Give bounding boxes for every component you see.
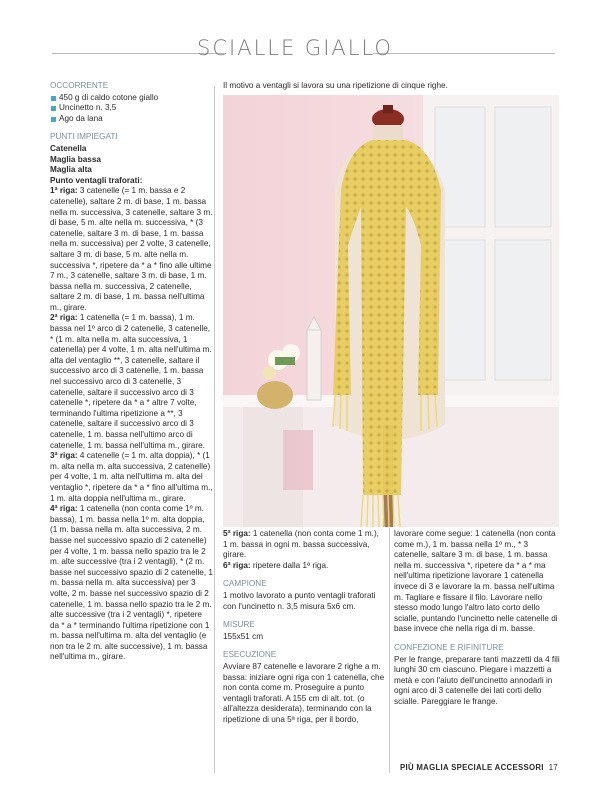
row-label: 4ª riga: [50, 504, 78, 514]
stitch-name: Maglia bassa [50, 154, 101, 164]
row-4-instructions [50, 504, 213, 663]
row-2-instructions [50, 313, 213, 451]
column-divider [389, 528, 390, 773]
confezione-text: Per le frange, preparare tanti mazzetti da 4 fili lunghi 30 cm ciascuno. Piegare i mazzetti a metà e con l'aiuto dell'uncinetto annodarli in ogni arco di 3 catenelle dei lati corti dello scialle. Pareggiare le frange. [394, 654, 560, 706]
row-1-instructions [50, 186, 213, 313]
stitch-name: Catenella [50, 143, 87, 153]
column-right [394, 529, 560, 708]
stitch-name: Maglia alta [50, 165, 92, 175]
stitch-name: Punto ventagli traforati: [50, 175, 143, 185]
page-footer [400, 763, 558, 772]
material-item: Ago da lana [50, 114, 213, 125]
row-text: ripetere dalla 1ª riga. [250, 560, 329, 570]
row-text: 1 catenella (non conta come 1 m.), 1 m. bassa in ogni m. bassa successiva, girare. [223, 529, 379, 560]
campione-heading: CAMPIONE [223, 579, 267, 589]
page-number: 17 [548, 763, 558, 772]
occorrente-heading: OCCORRENTE [50, 81, 109, 90]
column-middle [223, 529, 385, 726]
row-5-instructions [223, 529, 385, 561]
esecuzione-text: Avviare 87 catenelle e lavorare 2 righe a m. bassa: iniziare ogni riga con 1 catenella, che non conta come m. Proseguire a punto ventagli traforati. A 155 cm di alt. tot. (o all'altezza desiderata), terminando con la ripetizione di una 5ª riga, per il bordo, [223, 661, 385, 724]
shawl-on-mannequin-illustration [223, 95, 559, 527]
esecuzione-heading: ESECUZIONE [223, 650, 277, 660]
shawl-photo [223, 95, 559, 527]
row-label: 3ª riga: [50, 451, 78, 461]
row-label: 5ª riga: [223, 529, 251, 538]
row-text: 3 catenelle (= 1 m. bassa e 2 catenelle), saltare 2 m. di base, 1 m. bassa nella m. successiva, 3 catenelle, saltare 3 m. di base, 5 m. alte nella m. successiva, * (3 catenelle, saltare 3 m. di base, 1 m. bassa nella m. successiva) per 2 volte, 3 catenelle, saltare 3 m. di base, 5 m. alte nella m. successiva *, ripetere da * a * fino alle ultime 7 m., 3 catenelle, saltare 3 m. di base, 1 m. bassa nella m. successiva, 2 catenelle, saltare 2 m. di base, 1 m. bassa nell'ultima m., girare. [50, 186, 213, 312]
row-label: 1ª riga: [50, 186, 78, 196]
misure-text: 155x51 cm [223, 631, 264, 641]
page-title: SCIALLE GIALLO [197, 36, 393, 60]
bordo-text: lavorare come segue: 1 catenella (non conta come m.), 1 m. bassa nella 1º m., * 3 catenelle, saltare 3 m. di base, 1 m. bassa nella m. successiva *, ripetere da * a * ma nell'ultima ripetizione lavorare 1 catenella invece di 3 e lavorare la m. bassa nell'ultima m. Tagliare e fissare il filo. Lavorare nello stesso modo lungo l'altro lato corto dello scialle, puntando l'uncinetto nelle catenelle di base invece che nella riga di m. basse. [394, 529, 558, 634]
row-text: 1 catenella (= 1 m. bassa), 1 m. bassa nel 1º arco di 2 catenelle, 3 catenelle, * (1 m. alta nella m. alta successiva, 1 catenella) per 4 volte, 1 m. alta nell'ultima m. alta del ventaglio **, 3 catenelle, saltare il successivo arco di 3 catenelle, 1 m. bassa nel successivo arco di 3 catenelle, 3 catenelle, saltare il successivo arco di 3 catenelle *, ripetere da * a * altre 7 volte, terminando l'ultima ripetizione a **, 3 catenelle, saltare il successivo arco di 3 catenelle, 1 m. bassa nell'ultimo arco di catenelle, 1 m. bassa nell'ultima m., girare. [50, 313, 212, 450]
campione-text: 1 motivo lavorato a punto ventagli traforati con l'uncinetto n. 3,5 misura 5x6 cm. [223, 590, 376, 611]
column-left [50, 81, 213, 663]
punti-heading: PUNTI IMPIEGATI [50, 132, 118, 142]
column-divider [214, 86, 215, 773]
row-text: 4 catenelle (= 1 m. alta doppia), * (1 m. alta nella m. alta successiva, 2 catenelle) per 4 volte, 1 m. alta nell'ultima m. alta del ventaglio *, ripetere da * a * fino all'ultima m., 1 m. alta doppia nell'ultima m., girare. [50, 451, 213, 503]
confezione-heading: CONFEZIONE E RIFINITURE [394, 642, 504, 652]
row-6-instructions [223, 561, 385, 572]
material-item: 450 g di caldo cotone giallo [50, 93, 213, 104]
row-3-instructions [50, 451, 213, 504]
magazine-name: PIÙ MAGLIA SPECIALE ACCESSORI [400, 763, 544, 772]
intro-text: Il motivo a ventagli si lavora su una ripetizione di cinque righe. [223, 81, 448, 90]
misure-heading: MISURE [223, 620, 255, 630]
row-text: 1 catenella (non conta come 1º m. bassa), 1 m. bassa nella 1º m. alta doppia, (1 m. bassa nella m. alta successiva, 2 m. basse nel successivo spazio di 2 catenelle) per 4 volte, 1 m. bassa nello spazio tra le 2 m. alte successive (tra i 2 ventagli), * (2 m. basse nel successivo spazio di 2 catenelle, 1 m. bassa nella m. alta successiva) per 3 volte, 2 m. basse nel successivo spazio di 2 catenelle, 1 m. bassa nello spazio tra le 2 m. alte successive (tra i 2 ventagli) *, ripetere da * a * terminando l'ultima ripetizione con 1 m. bassa nell'ultima m. alta del ventaglio (e non tra le 2 m. alte successive), 1 m. bassa nell'ultima m., girare. [50, 504, 213, 662]
row-label: 6ª riga: [223, 560, 251, 570]
materials-list [50, 93, 213, 125]
material-item: Uncinetto n. 3,5 [50, 103, 213, 114]
row-label: 2ª riga: [50, 313, 78, 323]
